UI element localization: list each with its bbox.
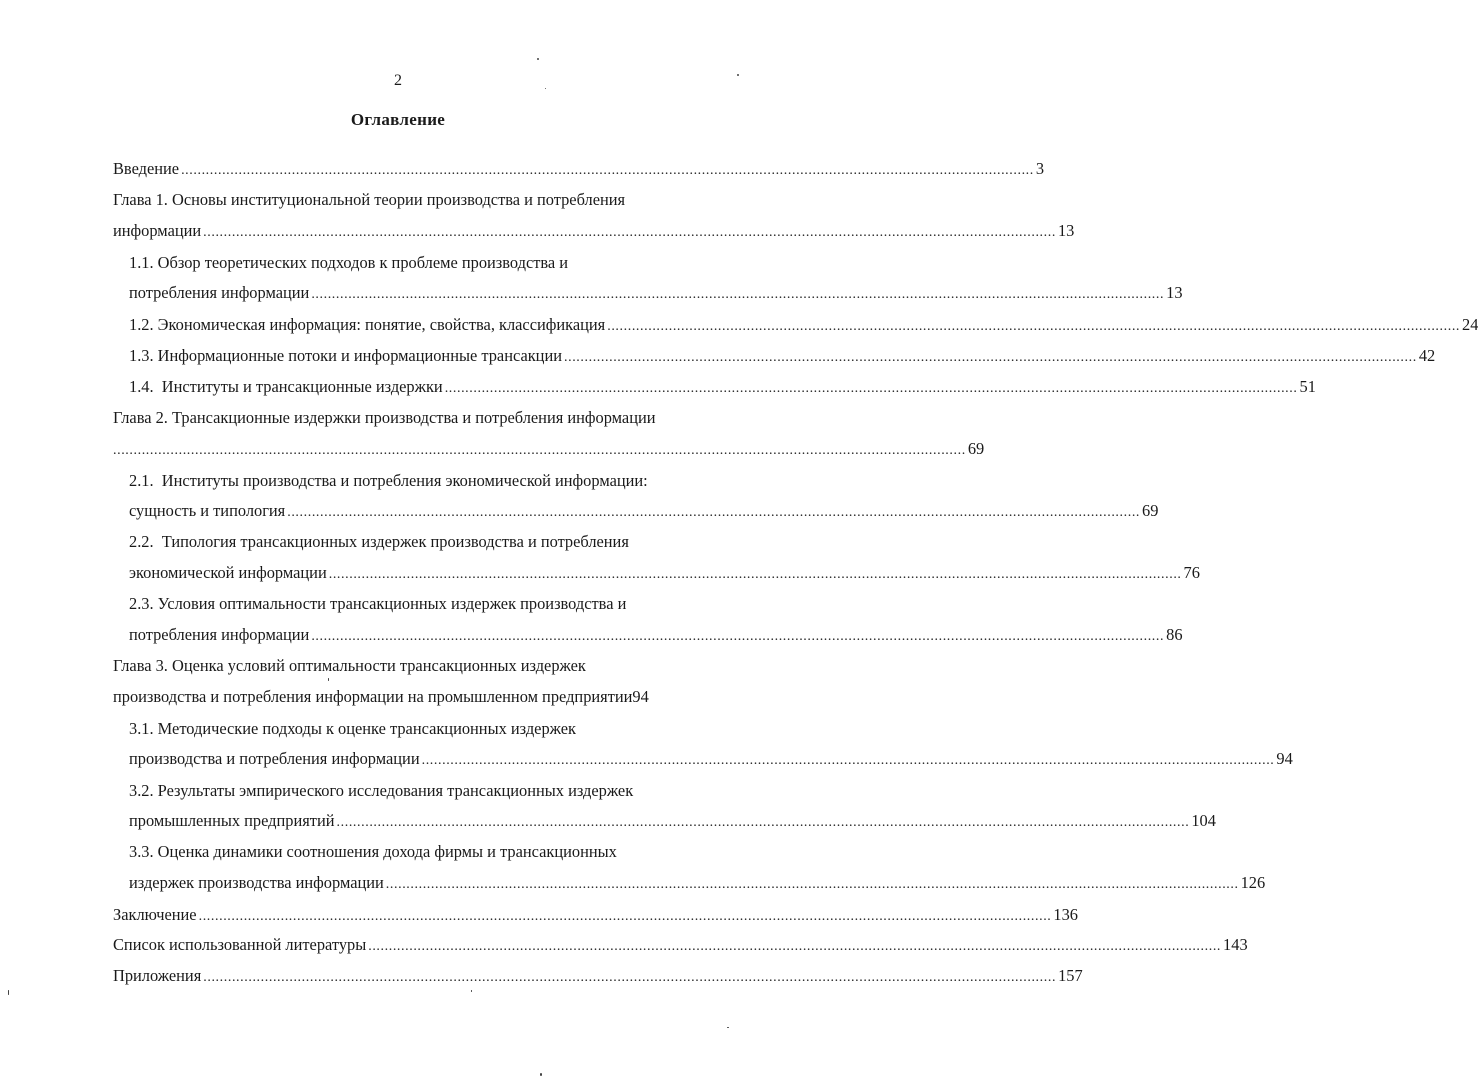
toc-entry-title: 1.4. Институты и трансакционные издержки [129,377,443,396]
toc-entry-page: 13 [1057,221,1075,240]
toc-heading: Оглавление [350,110,446,129]
toc-entry-conclusion[interactable] [113,903,1078,927]
toc-entry-2-1-line-1[interactable]: 2.1. Институты производства и потребления экономической информации: [129,471,648,490]
dot-leader: ................................................................................................................................................................................................................ [203,225,1056,240]
scan-speck [328,678,329,681]
toc-entry-1-2[interactable] [129,313,1478,337]
toc-entry-page: 104 [1191,811,1216,830]
toc-entry-chapter-1[interactable] [113,219,1075,243]
toc-entry-title: 1.2. Экономическая информация: понятие, свойства, классификация [129,315,606,334]
dot-leader: ................................................................................................................................................................................................................ [287,505,1141,520]
toc-entry-3-1[interactable] [129,747,1293,771]
toc-entry-page: 157 [1058,966,1083,985]
toc-entry-1-1[interactable] [129,281,1183,305]
toc-entry-title: 1.3. Информационные потоки и информационные трансакции [129,346,562,365]
toc-entry-2-1[interactable] [129,499,1159,523]
toc-entry-title: Заключение [113,905,197,924]
toc-entry-3-2[interactable] [129,809,1216,833]
dot-leader: ................................................................................................................................................................................................................ [311,629,1165,644]
scan-speck [545,88,546,89]
toc-entry-title: Список использованной литературы [113,935,367,954]
toc-entry-page: 69 [1142,501,1159,520]
toc-entry-3-1-line-1[interactable]: 3.1. Методические подходы к оценке трансакционных издержек [129,719,576,738]
toc-entry-page: 3 [1035,159,1045,178]
dot-leader: ................................................................................................................................................................................................................ [113,443,966,458]
scan-speck [471,990,472,992]
dot-leader: ................................................................................................................................................................................................................ [421,753,1275,768]
dot-leader: ................................................................................................................................................................................................................ [203,970,1057,985]
scan-speck [540,1073,542,1076]
toc-entry-page: 136 [1053,905,1078,924]
toc-entry-title: экономической информации [129,563,327,582]
toc-entry-page: 76 [1183,563,1200,582]
toc-entry-1-4[interactable] [129,375,1316,399]
scan-speck [737,74,739,76]
toc-entry-introduction[interactable] [113,157,1045,181]
toc-entry-page: 24 [1462,315,1478,334]
scan-speck [537,58,539,60]
toc-entry-3-3-line-1[interactable]: 3.3. Оценка динамики соотношения дохода фирмы и трансакционных [129,842,617,861]
dot-leader: ................................................................................................................................................................................................................ [607,319,1461,334]
toc-entry-bibliography[interactable] [113,933,1248,957]
page-number: 2 [394,72,402,89]
toc-entry-3-3[interactable] [129,871,1266,895]
toc-entry-title: промышленных предприятий [129,811,335,830]
toc-entry-page: 42 [1418,346,1436,365]
toc-entry-1-3[interactable] [129,344,1436,368]
toc-entry-page: 51 [1299,377,1316,396]
toc-entry-title: Приложения [113,966,202,985]
dot-leader: ................................................................................................................................................................................................................ [311,287,1165,302]
toc-entry-page: 94 [1276,749,1293,768]
toc-entry-chapter-3-line-2[interactable]: производства и потребления информации на промышленном предприятии94 [113,687,649,706]
toc-entry-title: потребления информации [129,625,310,644]
scan-speck [8,990,9,995]
dot-leader: ................................................................................................................................................................................................................ [385,877,1239,892]
toc-entry-chapter-2-line-1[interactable]: Глава 2. Трансакционные издержки производства и потребления информации [113,408,656,427]
toc-entry-2-3-line-1[interactable]: 2.3. Условия оптимальности трансакционных издержек производства и [129,594,627,613]
toc-entry-2-2-line-1[interactable]: 2.2. Типология трансакционных издержек производства и потребления [129,532,629,551]
toc-entry-title: информации [113,221,202,240]
toc-entry-chapter-1-line-1[interactable]: Глава 1. Основы институциональной теории производства и потребления [113,190,626,209]
toc-entry-chapter-3-line-1[interactable]: Глава 3. Оценка условий оптимальности трансакционных издержек [113,656,586,675]
dot-leader: ................................................................................................................................................................................................................ [198,909,1052,924]
toc-entry-page: 69 [967,439,985,458]
toc-entry-page: 86 [1166,625,1183,644]
toc-entry-title: издержек производства информации [129,873,384,892]
toc-entry-3-2-line-1[interactable]: 3.2. Результаты эмпирического исследования трансакционных издержек [129,781,634,800]
dot-leader: ................................................................................................................................................................................................................ [336,815,1190,830]
toc-entry-appendices[interactable] [113,964,1083,988]
scan-speck [727,1027,729,1028]
toc-entry-title: Введение [113,159,180,178]
toc-entry-page: 126 [1240,873,1266,892]
dot-leader: ................................................................................................................................................................................................................ [564,350,1417,365]
toc-entry-title: производства и потребления информации [129,749,420,768]
toc-entry-2-2[interactable] [129,561,1200,585]
toc-entry-chapter-2[interactable] [113,437,985,461]
dot-leader: ................................................................................................................................................................................................................ [444,381,1298,396]
dot-leader: ................................................................................................................................................................................................................ [368,939,1222,954]
dot-leader: ................................................................................................................................................................................................................ [328,567,1182,582]
toc-entry-title: потребления информации [129,283,310,302]
toc-entry-page: 13 [1166,283,1183,302]
toc-entry-page: 143 [1223,935,1248,954]
toc-entry-1-1-line-1[interactable]: 1.1. Обзор теоретических подходов к проблеме производства и [129,253,569,272]
toc-entry-2-3[interactable] [129,623,1183,647]
dot-leader: ................................................................................................................................................................................................................ [181,163,1034,178]
toc-entry-title: сущность и типология [129,501,286,520]
